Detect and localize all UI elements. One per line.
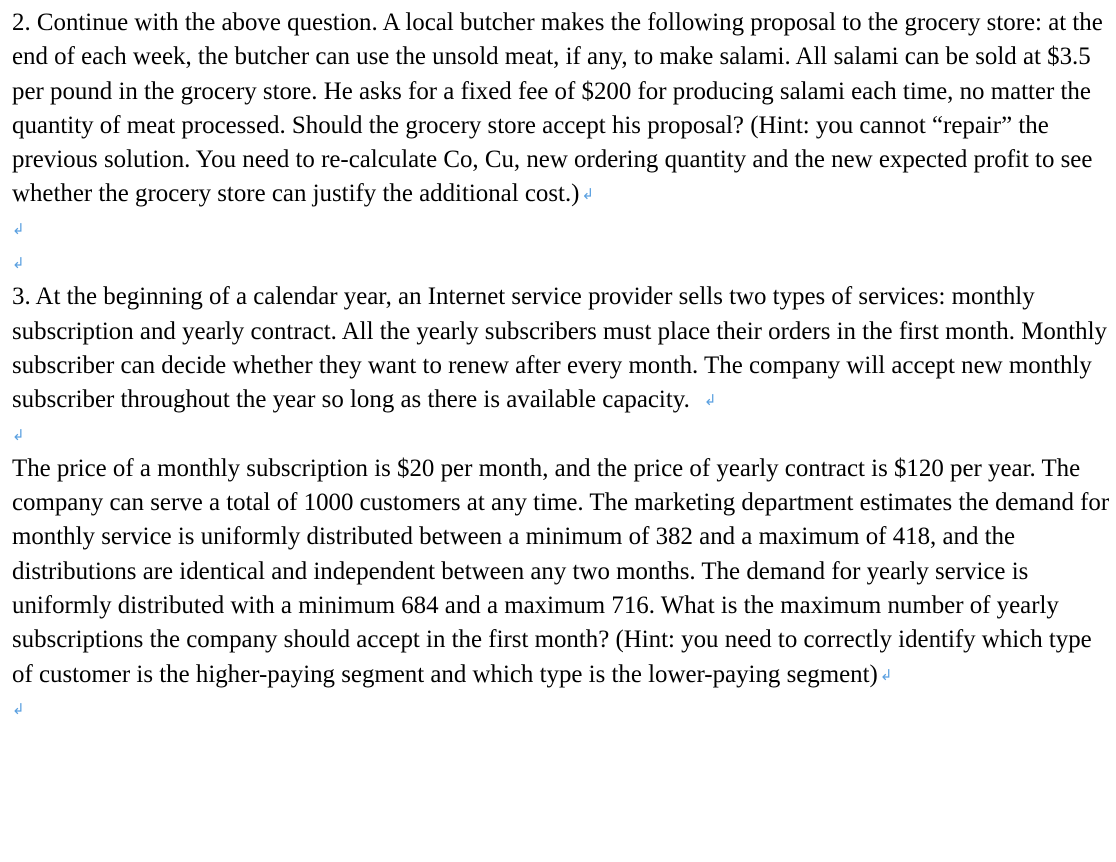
question-3-intro-paragraph [12, 280, 1112, 417]
return-arrow-icon: ↲ [879, 665, 893, 684]
question-3-details-paragraph [12, 452, 1112, 692]
question-2-paragraph [12, 6, 1112, 212]
return-arrow-icon: ↲ [581, 185, 595, 204]
empty-paragraph [12, 418, 1112, 452]
return-arrow-icon: ↲ [703, 391, 717, 410]
return-arrow-icon: ↲ [12, 699, 25, 718]
empty-paragraph [12, 692, 1112, 726]
return-arrow-icon: ↲ [12, 254, 25, 273]
return-arrow-icon: ↲ [12, 219, 25, 238]
question-3-details-text: The price of a monthly subscription is $20 per month, and the price of yearly contract is $120 per year. The company can serve a total of 1000 customers at any time. The marketing department estimates the demand for monthly service is uniformly distributed between a minimum of 382 and a maximum of 418, and the distributions are identical and independent between any two months. The demand for yearly service is uniformly distributed with a minimum 684 and a maximum 716. What is the maximum number of yearly subscriptions the company should accept in the first month? (Hint: you need to correctly identify which type of customer is the higher-paying segment and which type is the lower-paying segment) [12, 454, 1110, 688]
question-3-intro-text: 3. At the beginning of a calendar year, an Internet service provider sells two types of services: monthly subscription and yearly contract. All the yearly subscribers must place their orders in the first month. Monthly subscriber can decide whether they want to renew after every month. The company will accept new monthly subscriber throughout the year so long as there is available capacity. [12, 283, 1107, 414]
document-page [12, 6, 1112, 726]
empty-paragraph [12, 212, 1112, 246]
empty-paragraph [12, 246, 1112, 280]
question-2-text: 2. Continue with the above question. A local butcher makes the following proposal to the grocery store: at the end of each week, the butcher can use the unsold meat, if any, to make salami. All salami can be sold at $3.5 per pound in the grocery store. He asks for a fixed fee of $200 for producing salami each time, no matter the quantity of meat processed. Should the grocery store accept his proposal? (Hint: you cannot “repair” the previous solution. You need to re-calculate Co, Cu, new ordering quantity and the new expected profit to see whether the grocery store can justify the additional cost.) [12, 9, 1103, 208]
return-arrow-icon: ↲ [12, 425, 25, 444]
